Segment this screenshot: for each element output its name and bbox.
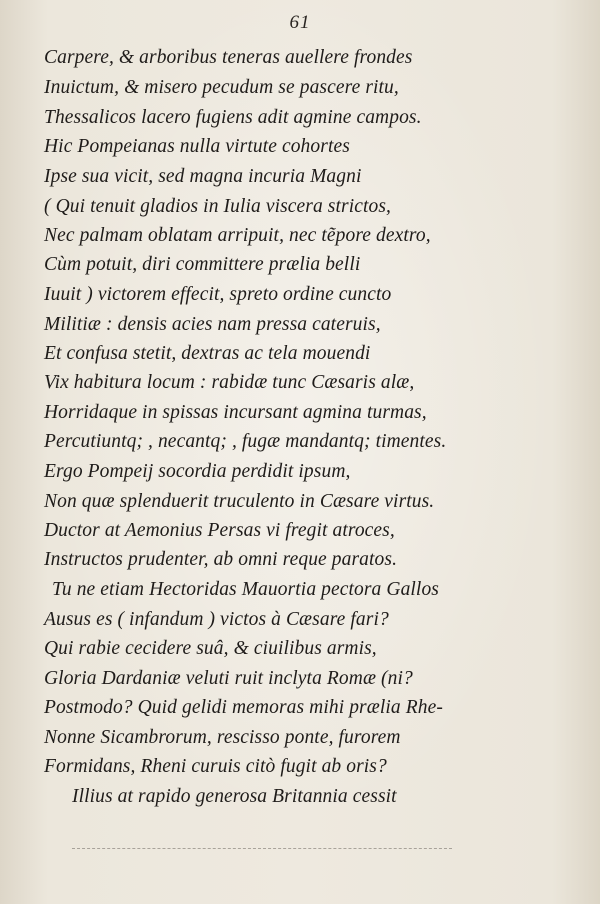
verse-line: Formidans, Rheni curuis citò fugit ab oris? xyxy=(44,756,387,777)
verse-line: Militiæ : densis acies nam pressa cateruis, xyxy=(44,314,381,335)
verse-line: Illius at rapido generosa Britannia cessit xyxy=(72,786,397,807)
verse-line: Et confusa stetit, dextras ac tela mouendi xyxy=(44,343,371,364)
verse-line: Percutiuntq; , necantq; , fugæ mandantq; timentes. xyxy=(44,431,447,452)
verse-line: Ergo Pompeij socordia perdidit ipsum, xyxy=(44,461,351,482)
verse-line: Hic Pompeianas nulla virtute cohortes xyxy=(44,136,350,157)
verse-line: Ipse sua vicit, sed magna incuria Magni xyxy=(44,166,362,187)
verse-line: Nonne Sicambrorum, rescisso ponte, furorem xyxy=(44,727,401,748)
verse-line: Iuuit ) victorem effecit, spreto ordine cuncto xyxy=(44,284,392,305)
verse-line: Vix habitura locum : rabidæ tunc Cæsaris alæ, xyxy=(44,372,415,393)
verse-line: Horridaque in spissas incursant agmina turmas, xyxy=(44,402,427,423)
verse-line: Qui rabie cecidere suâ, & ciuilibus armis, xyxy=(44,638,377,659)
bottom-rule xyxy=(72,848,452,849)
verse-line: Non quæ splenduerit truculento in Cæsare virtus. xyxy=(44,491,435,512)
verse-line: Nec palmam oblatam arripuit, nec tẽpore dextro, xyxy=(44,225,431,246)
verse-line: ( Qui tenuit gladios in Iulia viscera strictos, xyxy=(44,196,392,217)
verse-line: Instructos prudenter, ab omni reque paratos. xyxy=(44,549,398,570)
verse-line: Gloria Dardaniæ veluti ruit inclyta Romæ (ni? xyxy=(44,668,413,689)
verse-line: Tu ne etiam Hectoridas Mauortia pectora Gallos xyxy=(52,579,439,600)
verse-line: Inuictum, & misero pecudum se pascere ritu, xyxy=(44,77,399,98)
verse-line: Carpere, & arboribus teneras auellere frondes xyxy=(44,47,413,68)
verse-line: Ausus es ( infandum ) victos à Cæsare fari? xyxy=(44,609,389,630)
verse-line: Postmodo? Quid gelidi memoras mihi prælia Rhe- xyxy=(44,697,443,718)
verse-line: Thessalicos lacero fugiens adit agmine campos. xyxy=(44,107,422,128)
verse-line: Ductor at Aemonius Persas vi fregit atroces, xyxy=(44,520,395,541)
verse-line: Cùm potuit, diri committere prælia belli xyxy=(44,254,361,275)
page-number: 61 xyxy=(289,12,311,33)
